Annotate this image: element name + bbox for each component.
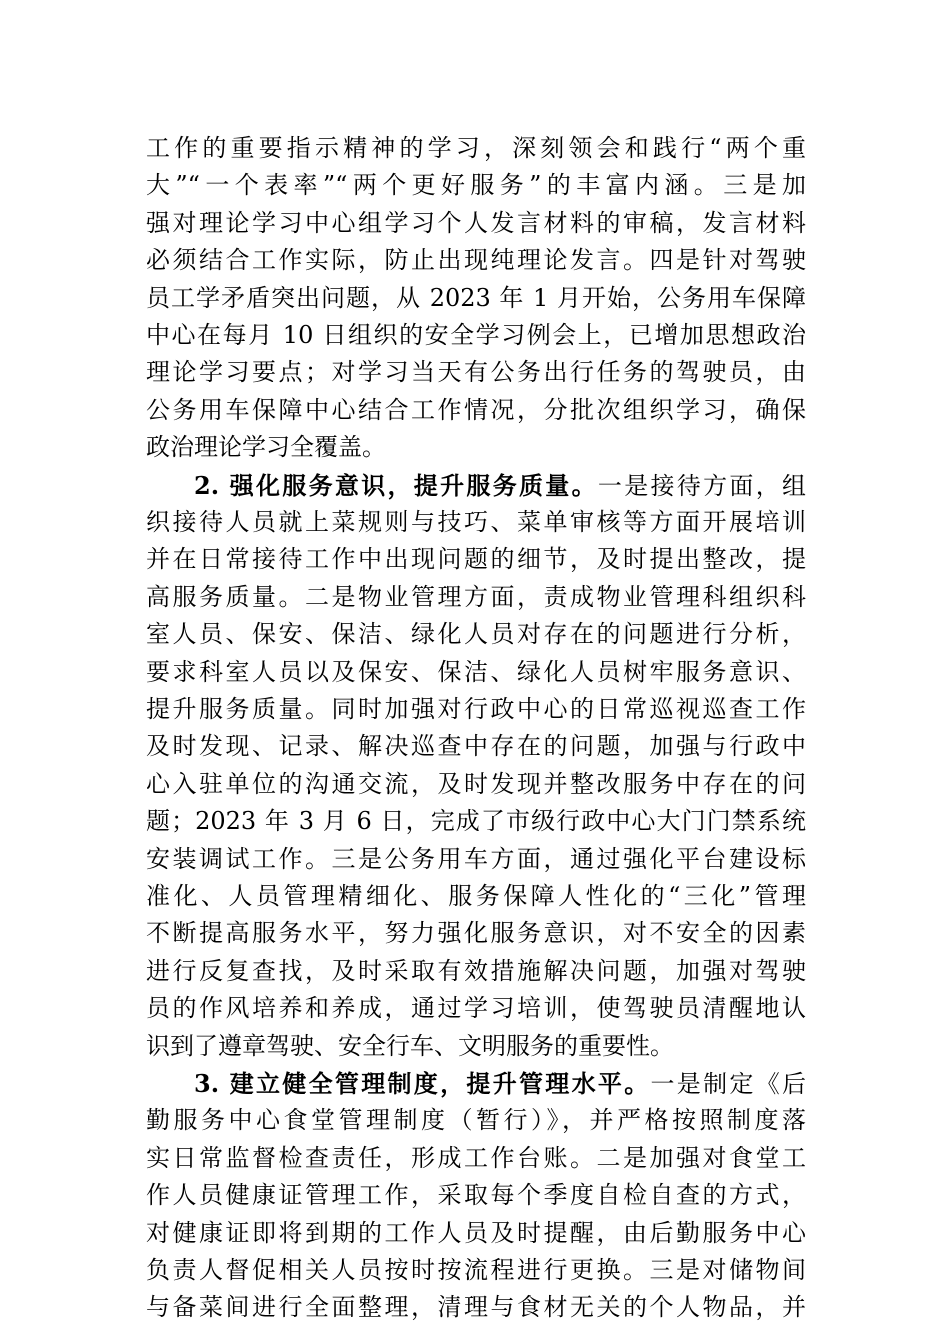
- text-line: [146, 654, 806, 691]
- text-line: [146, 803, 806, 840]
- text-line: [146, 354, 806, 391]
- text-segment: 与备菜间进行全面整理，清理与食材无关的个人物品，并: [146, 1293, 806, 1322]
- text-line: [146, 728, 806, 765]
- text-segment: 作人员健康证管理工作，采取每个季度自检自查的方式，: [146, 1181, 806, 1210]
- text-segment: 不断提高服务水平，努力强化服务意识，对不安全的因素: [146, 919, 806, 948]
- text-line: [146, 841, 806, 878]
- text-segment: 题；2023 年 3 月 6 日，完成了市级行政中心大门门禁系统: [146, 807, 806, 836]
- text-segment: 要求科室人员以及保安、保洁、绿化人员树牢服务意识、: [146, 657, 806, 686]
- text-line: [146, 392, 806, 429]
- text-segment: 中心在每月 10 日组织的安全学习例会上，已增加思想政治: [146, 321, 806, 349]
- text-line: [146, 1102, 806, 1139]
- text-line: [146, 616, 806, 653]
- text-segment: 强对理论学习中心组学习个人发言材料的审稿，发言材料: [146, 208, 806, 237]
- text-segment: 员的作风培养和养成，通过学习培训，使驾驶员清醒地认: [146, 994, 806, 1023]
- text-segment: 必须结合工作实际，防止出现纯理论发言。四是针对驾驶: [146, 246, 806, 275]
- text-segment: 负责人督促相关人员按时按流程进行更换。三是对储物间: [146, 1256, 806, 1284]
- paragraph-heading: 2. 强化服务意识，提升服务质量。: [194, 470, 598, 500]
- text-line: [194, 467, 806, 504]
- text-segment: 公务用车保障中心结合工作情况，分批次组织学习，确保: [146, 395, 806, 424]
- text-segment: 工作的重要指示精神的学习，深刻领会和践行“两个重: [146, 134, 806, 162]
- text-segment: 及时发现、记录、解决巡查中存在的问题，加强与行政中: [146, 732, 806, 761]
- text-segment: 进行反复查找，及时采取有效措施解决问题，加强对驾驶: [146, 956, 806, 985]
- text-segment: 大”“一个表率”“两个更好服务”的丰富内涵。三是加: [146, 171, 806, 200]
- text-line: [146, 878, 806, 915]
- text-line: [146, 205, 806, 242]
- text-line: [146, 1140, 806, 1177]
- text-line: [146, 130, 806, 167]
- text-segment: 并在日常接待工作中出现问题的细节，及时提出整改，提: [146, 545, 806, 574]
- text-line: [146, 1177, 806, 1214]
- text-segment: 识到了遵章驾驶、安全行车、文明服务的重要性。: [146, 1031, 674, 1060]
- text-line: [146, 953, 806, 990]
- text-segment: 勤服务中心食堂管理制度（暂行）》，并严格按照制度落: [146, 1106, 806, 1135]
- text-line: [146, 1252, 806, 1289]
- text-segment: 织接待人员就上菜规则与技巧、菜单审核等方面开展培训: [146, 508, 806, 536]
- text-line: [146, 1215, 806, 1252]
- text-segment: 高服务质量。二是物业管理方面，责成物业管理科组织科: [146, 582, 806, 611]
- text-segment: 对健康证即将到期的工作人员及时提醒，由后勤服务中心: [146, 1218, 806, 1247]
- text-line: [146, 915, 806, 952]
- text-segment: 理论学习要点；对学习当天有公务出行任务的驾驶员，由: [146, 358, 806, 387]
- text-line: [146, 579, 806, 616]
- text-line: [146, 167, 806, 204]
- text-line: [146, 242, 806, 279]
- text-segment: 心入驻单位的沟通交流，及时发现并整改服务中存在的问: [146, 769, 806, 798]
- text-segment: 安装调试工作。三是公务用车方面，通过强化平台建设标: [146, 844, 806, 873]
- text-segment: 一是制定《后: [650, 1070, 806, 1098]
- text-segment: 政治理论学习全覆盖。: [146, 433, 386, 462]
- text-line: [146, 1289, 806, 1326]
- text-line: [146, 504, 806, 541]
- text-segment: 一是接待方面，组: [597, 471, 806, 500]
- text-segment: 员工学矛盾突出问题，从 2023 年 1 月开始，公务用车保障: [146, 283, 806, 312]
- text-line: [146, 429, 806, 466]
- text-line: [146, 990, 806, 1027]
- text-line: [194, 1065, 806, 1102]
- text-line: [146, 541, 806, 578]
- text-segment: 室人员、保安、保洁、绿化人员对存在的问题进行分析，: [146, 620, 806, 649]
- text-line: [146, 691, 806, 728]
- text-segment: 实日常监督检查责任，形成工作台账。二是加强对食堂工: [146, 1143, 806, 1172]
- text-line: [146, 766, 806, 803]
- text-line: [146, 317, 806, 354]
- paragraph-heading: 3. 建立健全管理制度，提升管理水平。: [194, 1069, 651, 1098]
- text-segment: 准化、人员管理精细化、服务保障人性化的“三化”管理: [146, 882, 806, 910]
- text-line: [146, 280, 806, 317]
- text-line: [146, 1028, 806, 1065]
- text-segment: 提升服务质量。同时加强对行政中心的日常巡视巡查工作: [146, 695, 806, 723]
